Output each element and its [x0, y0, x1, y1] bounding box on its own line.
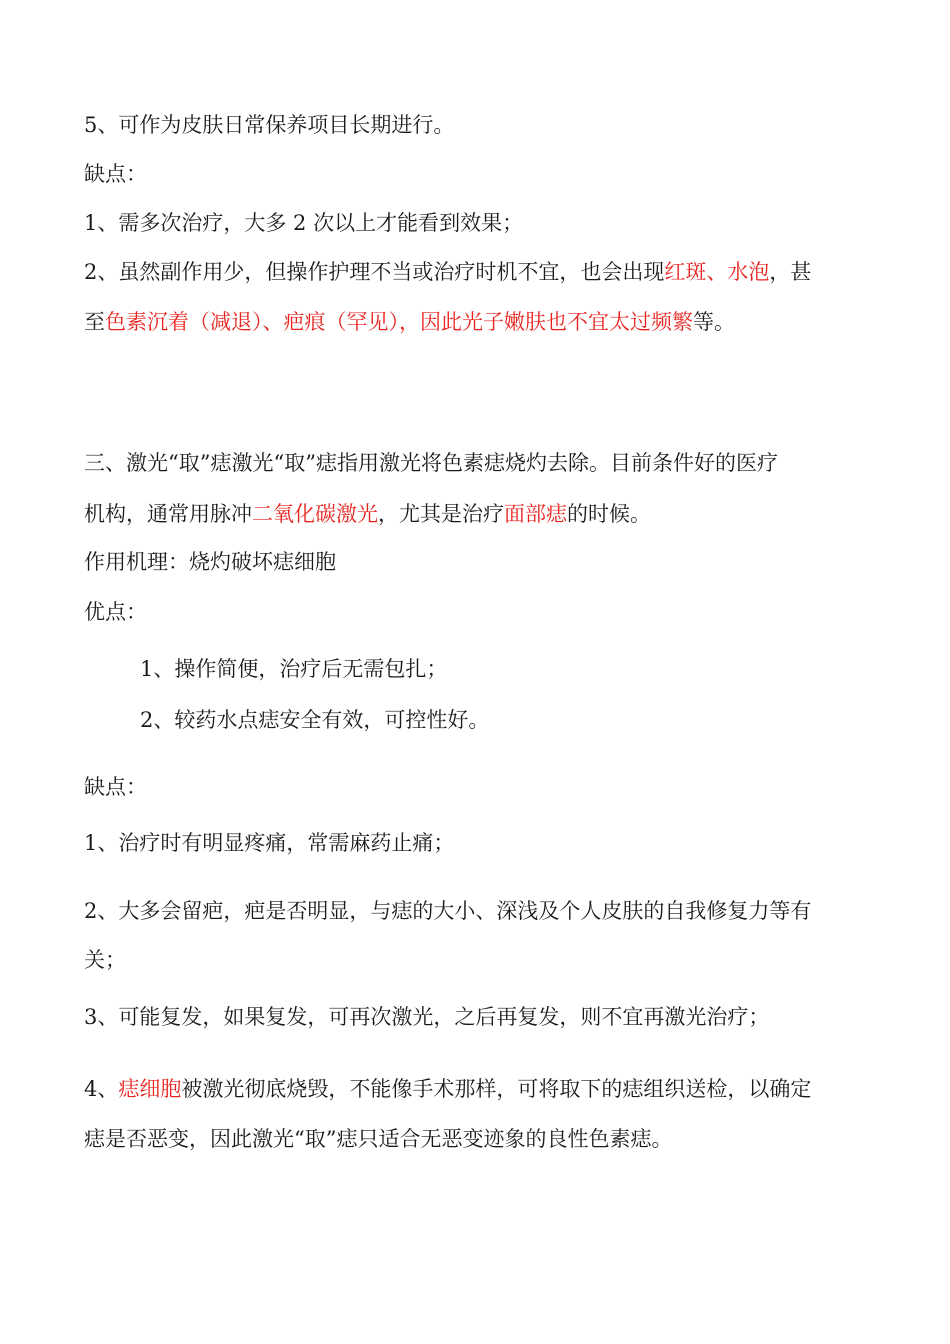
disadvantage-item-2-continued: 关；: [84, 948, 126, 972]
disadvantage-item-2: 2、大多会留疤，疤是否明显，与痣的大小、深浅及个人皮肤的自我修复力等有: [84, 899, 812, 923]
disadvantages-heading: 缺点：: [84, 162, 147, 186]
highlight-text: 红斑、水泡: [664, 260, 770, 284]
text-segment: 被激光彻底烧毁，不能像手术那样，可将取下的痣组织送检，以确定: [181, 1077, 812, 1101]
text-segment: 4、: [84, 1077, 119, 1101]
disadvantage-item-3: 3、可能复发，如果复发，可再次激光，之后再复发，则不宜再激光治疗；: [84, 1005, 770, 1029]
advantage-item-5: 5、可作为皮肤日常保养项目长期进行。: [84, 113, 455, 137]
highlight-text: 痣细胞: [118, 1077, 182, 1101]
text-segment: ，尤其是治疗: [378, 502, 504, 526]
text-segment: 2、虽然副作用少，但操作护理不当或治疗时机不宜，也会出现: [84, 260, 665, 284]
disadvantage-item-4-continued: 痣是否恶变，因此激光“取”痣只适合无恶变迹象的良性色素痣。: [84, 1127, 673, 1151]
disadvantage-item-1: 1、需多次治疗，大多 2 次以上才能看到效果；: [84, 211, 524, 235]
text-segment: 至: [84, 310, 105, 334]
advantage-item-1: 1、操作简便，治疗后无需包扎；: [140, 657, 448, 681]
text-segment: 机构，通常用脉冲: [84, 502, 252, 526]
section-three-heading: 三、激光“取”痣激光“取”痣指用激光将色素痣烧灼去除。目前条件好的医疗: [84, 451, 778, 475]
text-segment: ，甚: [769, 260, 812, 284]
text-segment: 的时候。: [567, 502, 651, 526]
highlight-text: 面部痣: [504, 502, 567, 526]
disadvantage-item-4: [84, 1075, 874, 1103]
disadvantage-item-2: [84, 258, 874, 286]
mechanism-text: 作用机理：烧灼破坏痣细胞: [84, 550, 336, 574]
disadvantage-item-2-continued: [84, 308, 874, 336]
advantages-heading: 优点：: [84, 600, 147, 624]
text-segment: 等。: [693, 310, 735, 334]
disadvantage-item-1: 1、治疗时有明显疼痛，常需麻药止痛；: [84, 831, 455, 855]
section-three-text: [84, 500, 874, 528]
disadvantages-heading: 缺点：: [84, 775, 147, 799]
advantage-item-2: 2、较药水点痣安全有效，可控性好。: [140, 708, 490, 732]
highlight-text: 色素沉着（减退）、疤痕（罕见），因此光子嫩肤也不宜太过频繁: [105, 310, 693, 334]
highlight-text: 二氧化碳激光: [252, 502, 378, 526]
